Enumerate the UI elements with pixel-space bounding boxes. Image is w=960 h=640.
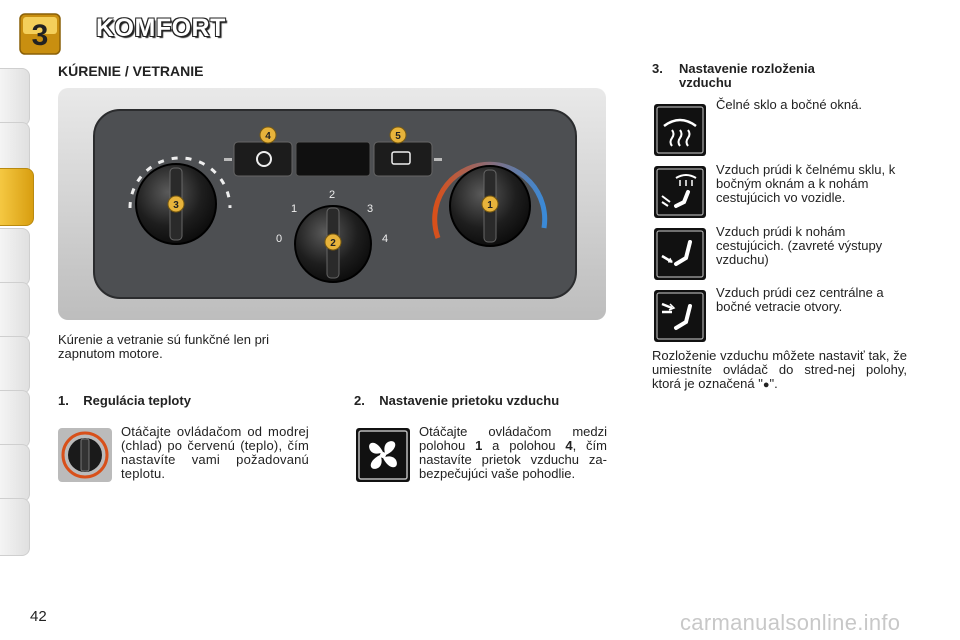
chapter-badge (18, 12, 62, 56)
mode-text-defrost-feet: Vzduch prúdi k čelnému sklu, k bočným oknám a k nohám cestujúcich vo vozidle. (716, 162, 896, 205)
fan-scale-0: 0 (276, 233, 283, 245)
mode-text-face-vents: Vzduch prúdi cez centrálne a bočné vetracie otvory. (716, 285, 884, 314)
windshield-feet-icon (654, 166, 706, 218)
chapter-title: KOMFORT (96, 14, 226, 42)
mode-text-defrost: Čelné sklo a bočné okná. (716, 97, 862, 112)
chapter-tab[interactable] (0, 390, 30, 448)
svg-text:2: 2 (330, 238, 336, 249)
chapter-tab[interactable] (0, 498, 30, 556)
section1-text: Otáčajte ovládačom od modrej (chlad) po červenú (teplo), čím nastavíte vami požadovanú teplotu. (121, 424, 309, 481)
feet-icon (654, 228, 706, 280)
chapter-tab[interactable] (0, 228, 30, 286)
chapter-tab[interactable] (0, 444, 30, 502)
chapter-number: 3 (31, 19, 49, 52)
section2-text: Otáčajte ovládačom medzi polohou 1 a polohou 4, čím nastavíte prietok vzduchu za-bezpečujúci vaše pohodlie. (419, 424, 607, 481)
fan-icon (356, 428, 410, 482)
fan-scale-3: 3 (367, 203, 374, 215)
section3-heading: 3. Nastavenie rozloženia vzduchu (652, 61, 815, 90)
page-number: 42 (30, 608, 47, 625)
svg-text:3: 3 (173, 200, 179, 211)
section3-summary: Rozloženie vzduchu môžete nastaviť tak, že umiestníte ovládač do stred-nej polohy, ktorá je označená "●". (652, 348, 907, 391)
face-vents-icon (654, 290, 706, 342)
fan-scale-2: 2 (329, 189, 336, 201)
intro-text: Kúrenie a vetranie sú funkčné len pri zapnutom motore. (58, 332, 270, 361)
svg-text:5: 5 (395, 131, 401, 142)
section2-heading: 2. Nastavenie prietoku vzduchu (354, 393, 560, 408)
chapter-tab-active[interactable] (0, 168, 34, 226)
dot-icon: ● (762, 379, 770, 391)
section-title: KÚRENIE / VETRANIE (58, 63, 204, 79)
section1-heading: 1. Regulácia teploty (58, 393, 191, 408)
svg-text:4: 4 (265, 131, 271, 142)
mode-text-feet: Vzduch prúdi k nohám cestujúcich. (zavreté výstupy vzduchu) (716, 224, 883, 267)
windshield-defrost-icon (654, 104, 706, 156)
fan-scale-4: 4 (382, 233, 389, 245)
fan-scale-1: 1 (291, 203, 298, 215)
chapter-tab[interactable] (0, 336, 30, 394)
heating-control-panel (58, 88, 606, 320)
svg-text:1: 1 (487, 200, 493, 211)
chapter-tab[interactable] (0, 68, 30, 126)
side-chapter-tabs (0, 68, 34, 578)
watermark: carmanualsonline.info (680, 610, 901, 635)
chapter-tab[interactable] (0, 282, 30, 340)
temperature-knob-icon (58, 428, 112, 482)
